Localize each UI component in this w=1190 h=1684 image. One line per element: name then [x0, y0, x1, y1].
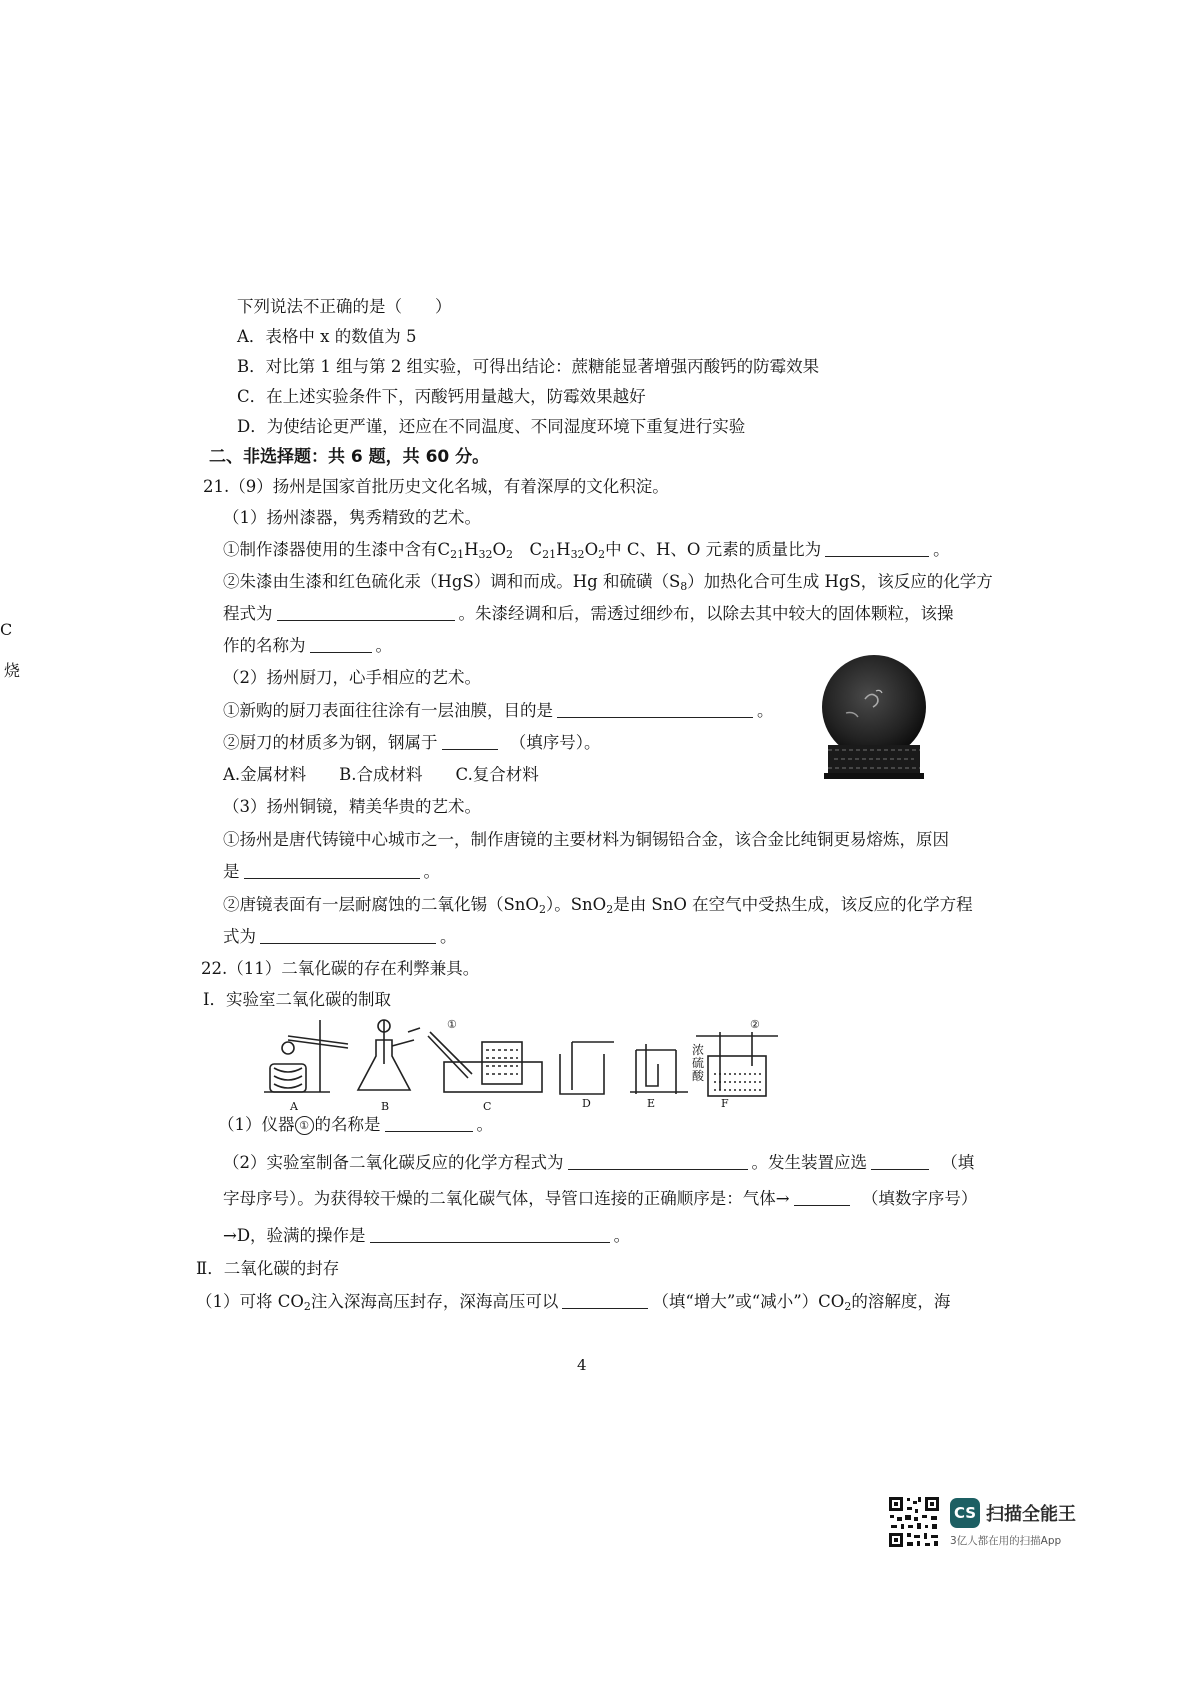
section-title: 二、非选择题：共 6 题，共 60 分。 [209, 447, 490, 467]
apparatus-label-d: D [582, 1097, 591, 1110]
margin-mark-char: 烧 [4, 661, 21, 680]
q21-part2: （2）扬州厨刀，心手相应的艺术。 [223, 668, 481, 687]
q21-part3-item1-cont: 是 。 [223, 862, 440, 881]
formula: $C_{21}H_{32}O_2$ [437, 540, 514, 561]
q21-part1-item2-end: 作的名称为 。 [223, 636, 392, 655]
q21-head: 21.（9）扬州是国家首批历史文化名城，有着深厚的文化积淀。 [203, 477, 669, 496]
bronze-mirror-image [810, 655, 938, 780]
answer-blank[interactable] [871, 1153, 929, 1170]
q22-q2: （2）实验室制备二氧化碳反应的化学方程式为 。发生装置应选 （填 [223, 1153, 975, 1172]
margin-mark-c: C [0, 620, 13, 639]
q21-part3-item1: ①扬州是唐代铸镜中心城市之一，制作唐镜的主要材料为铜锡铅合金，该合金比纯铜更易熔炼，原因 [223, 830, 949, 849]
answer-blank[interactable] [277, 604, 455, 621]
answer-blank[interactable] [568, 1153, 748, 1170]
q22-head: 22.（11）二氧化碳的存在利弊兼具。 [201, 959, 480, 978]
port-1-label: ① [447, 1018, 457, 1031]
qr-code-icon [887, 1495, 941, 1549]
q21-part3: （3）扬州铜镜，精美华贵的艺术。 [223, 797, 481, 816]
apparatus-label-f: F [721, 1097, 729, 1110]
answer-blank[interactable] [442, 733, 498, 750]
q22-section1: Ⅰ．实验室二氧化碳的制取 [203, 990, 392, 1009]
apparatus-label-c: C [483, 1100, 492, 1113]
answer-blank[interactable] [385, 1115, 473, 1132]
q21-part3-item2-cont: 式为 。 [223, 927, 457, 946]
scanner-brand: 扫描全能王 [986, 1504, 1076, 1525]
apparatus-label-e: E [647, 1097, 656, 1110]
q20-option-a: A．表格中 x 的数值为 5 [237, 327, 417, 346]
apparatus-label-b: B [381, 1100, 390, 1113]
q21-part2-choices: A.金属材料 B.合成材料 C.复合材料 [223, 765, 539, 784]
port-2-label: ② [750, 1018, 760, 1031]
answer-blank[interactable] [557, 701, 753, 718]
q21-part1: （1）扬州漆器，隽秀精致的艺术。 [223, 508, 481, 527]
q22-q2-end: →D，验满的操作是 。 [223, 1226, 631, 1245]
scanner-app-logo: CS [950, 1498, 980, 1528]
page-number: 4 [577, 1356, 587, 1374]
q22-q2-cont: 字母序号）。为获得较干燥的二氧化碳气体，导管口连接的正确顺序是：气体→ （填数字序号） [223, 1189, 978, 1208]
formula: $C_{21}H_{32}O_2$ [529, 540, 606, 561]
q21-part3-item2: ②唐镜表面有一层耐腐蚀的二氧化锡（SnO$_2$）。SnO$_2$是由 SnO 在空气中受热生成，该反应的化学方程 [223, 895, 973, 916]
answer-blank[interactable] [260, 927, 436, 944]
acid-label: 浓硫酸 [692, 1043, 705, 1083]
q21-part1-item2-cont: 程式为 。朱漆经调和后，需透过细纱布，以除去其中较大的固体颗粒，该操 [223, 604, 954, 623]
apparatus-label-a: A [290, 1100, 298, 1113]
q21-part1-item2: ②朱漆由生漆和红色硫化汞（HgS）调和而成。Hg 和硫磺$(S_8)$加热化合可生成 HgS，该反应的化学方 [223, 572, 993, 593]
answer-blank[interactable] [244, 862, 420, 879]
answer-blank[interactable] [794, 1189, 850, 1206]
scanner-tagline: 3亿人都在用的扫描App [950, 1535, 1062, 1547]
answer-blank[interactable] [370, 1226, 610, 1243]
q20-stem: 下列说法不正确的是（ ） [237, 297, 452, 316]
q22-section2: Ⅱ．二氧化碳的封存 [196, 1259, 340, 1278]
q22-q1: （1）仪器 ① 的名称是 。 [218, 1115, 493, 1134]
q20-option-d: D．为使结论更严谨，还应在不同温度、不同湿度环境下重复进行实验 [237, 417, 746, 436]
q22-section2-q1: （1）可将 $CO_2$注入深海高压封存，深海高压可以 （填“增大”或“减小$”)CO_2$的溶解度，海 [196, 1292, 951, 1313]
q21-part2-item2: ②厨刀的材质多为钢，钢属于 （填序号）。 [223, 733, 601, 752]
answer-blank[interactable] [310, 636, 372, 653]
q20-option-c: C．在上述实验条件下，丙酸钙用量越大，防霉效果越好 [237, 387, 646, 406]
q21-part1-item1: ①制作漆器使用的生漆中含有$C_{21}H_{32}O_2$ $C_{21}H_{32}O_2$中 C、H、O 元素的质量比为 。 [223, 540, 950, 561]
answer-blank[interactable] [825, 540, 929, 557]
answer-blank[interactable] [562, 1292, 648, 1309]
q20-option-b: B．对比第 1 组与第 2 组实验，可得出结论：蔗糖能显著增强丙酸钙的防霉效果 [237, 357, 820, 376]
q21-part2-item1: ①新购的厨刀表面往往涂有一层油膜，目的是 。 [223, 701, 774, 720]
